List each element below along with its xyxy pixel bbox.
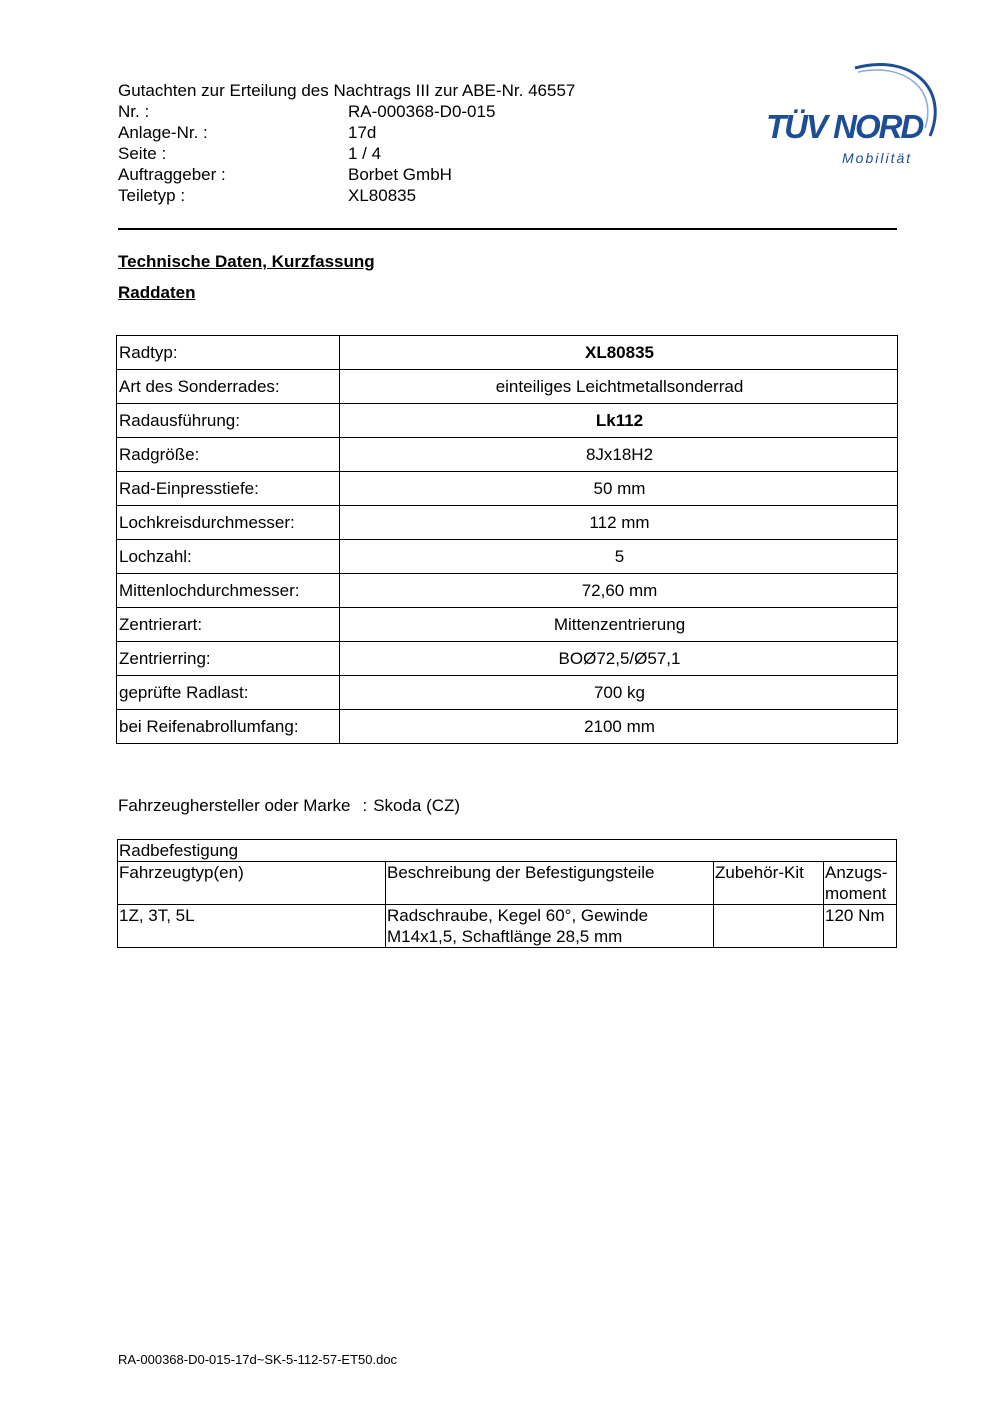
meta-value: RA-000368-D0-015: [348, 102, 496, 121]
footer-filename: RA-000368-D0-015-17d~SK-5-112-57-ET50.doc: [118, 1352, 398, 1367]
meta-value: 1 / 4: [348, 144, 382, 163]
document-header: [118, 80, 678, 206]
wheel-field-value: 72,60 mm: [340, 574, 898, 608]
table-row: [117, 642, 898, 676]
document-title: Gutachten zur Erteilung des Nachtrags III zur ABE-Nr. 46557: [118, 81, 576, 100]
table-row: [117, 608, 898, 642]
section-title-wheel: Raddaten: [118, 283, 196, 302]
wheel-field-label: Zentrierart:: [117, 608, 340, 642]
meta-row-auftraggeber: [118, 164, 678, 185]
header-description: Beschreibung der Befestigungsteile: [386, 862, 714, 905]
wheel-field-label: Lochzahl:: [117, 540, 340, 574]
fixing-header-row: [118, 862, 897, 905]
wheel-field-value: 2100 mm: [340, 710, 898, 744]
wheel-field-value: Mittenzentrierung: [340, 608, 898, 642]
cell-vehicle-types: 1Z, 3T, 5L: [118, 905, 386, 948]
meta-value: XL80835: [348, 186, 417, 205]
meta-row-teiletyp: [118, 185, 678, 206]
meta-value: 17d: [348, 123, 377, 142]
wheel-field-value: einteiliges Leichtmetallsonderrad: [340, 370, 898, 404]
logo-brand: TÜV NORD: [766, 108, 923, 145]
meta-label: Anlage-Nr. :: [118, 123, 208, 142]
wheel-field-value: Lk112: [340, 404, 898, 438]
wheel-field-value: BOØ72,5/Ø57,1: [340, 642, 898, 676]
description-line: M14x1,5, Schaftlänge 28,5 mm: [387, 927, 623, 946]
logo-subtitle: Mobilität: [842, 150, 913, 166]
table-row: [117, 676, 898, 710]
table-row: [117, 472, 898, 506]
wheel-field-value: XL80835: [340, 336, 898, 370]
header-kit: Zubehör-Kit: [714, 862, 824, 905]
wheel-field-value: 112 mm: [340, 506, 898, 540]
table-row: [118, 905, 897, 948]
table-row: [117, 506, 898, 540]
meta-label: Teiletyp :: [118, 186, 186, 205]
cell-description: [386, 905, 714, 948]
wheel-field-label: Radausführung:: [117, 404, 340, 438]
maker-value: Skoda (CZ): [373, 796, 461, 815]
meta-label: Nr. :: [118, 102, 150, 121]
maker-separator: :: [362, 796, 368, 815]
header-vehicle-types: Fahrzeugtyp(en): [118, 862, 386, 905]
table-row: [117, 370, 898, 404]
tuv-nord-logo: [760, 58, 945, 173]
wheel-field-label: Rad-Einpresstiefe:: [117, 472, 340, 506]
meta-label: Seite :: [118, 144, 167, 163]
meta-row-nr: [118, 101, 678, 122]
meta-row-seite: [118, 143, 678, 164]
table-row: [117, 404, 898, 438]
wheel-field-label: geprüfte Radlast:: [117, 676, 340, 710]
wheel-field-label: Lochkreisdurchmesser:: [117, 506, 340, 540]
header-torque-line: moment: [825, 884, 887, 903]
table-row: [117, 540, 898, 574]
section-title-technical: Technische Daten, Kurzfassung: [118, 252, 375, 271]
wheel-data-table: [116, 335, 898, 744]
header-torque-line: Anzugs-: [825, 863, 888, 882]
wheel-field-value: 5: [340, 540, 898, 574]
fixing-title-row: [118, 840, 897, 862]
wheel-field-label: Radgröße:: [117, 438, 340, 472]
description-line: Radschraube, Kegel 60°, Gewinde: [387, 906, 649, 925]
meta-row-anlage: [118, 122, 678, 143]
wheel-field-label: Art des Sonderrades:: [117, 370, 340, 404]
meta-label: Auftraggeber :: [118, 165, 226, 184]
cell-kit: [714, 905, 824, 948]
table-row: [117, 438, 898, 472]
wheel-field-label: Mittenlochdurchmesser:: [117, 574, 340, 608]
wheel-field-label: Radtyp:: [117, 336, 340, 370]
table-row: [117, 710, 898, 744]
wheel-field-value: 8Jx18H2: [340, 438, 898, 472]
fixing-title: Radbefestigung: [118, 840, 897, 862]
wheel-field-label: bei Reifenabrollumfang:: [117, 710, 340, 744]
wheel-fixing-table: [117, 839, 897, 948]
header-divider: [118, 228, 897, 230]
maker-label: Fahrzeughersteller oder Marke: [118, 796, 351, 815]
wheel-field-value: 700 kg: [340, 676, 898, 710]
wheel-field-label: Zentrierring:: [117, 642, 340, 676]
vehicle-maker-line: [118, 796, 460, 816]
header-torque: [824, 862, 897, 905]
cell-torque: 120 Nm: [824, 905, 897, 948]
table-row: [117, 574, 898, 608]
wheel-field-value: 50 mm: [340, 472, 898, 506]
meta-value: Borbet GmbH: [348, 165, 452, 184]
table-row: [117, 336, 898, 370]
